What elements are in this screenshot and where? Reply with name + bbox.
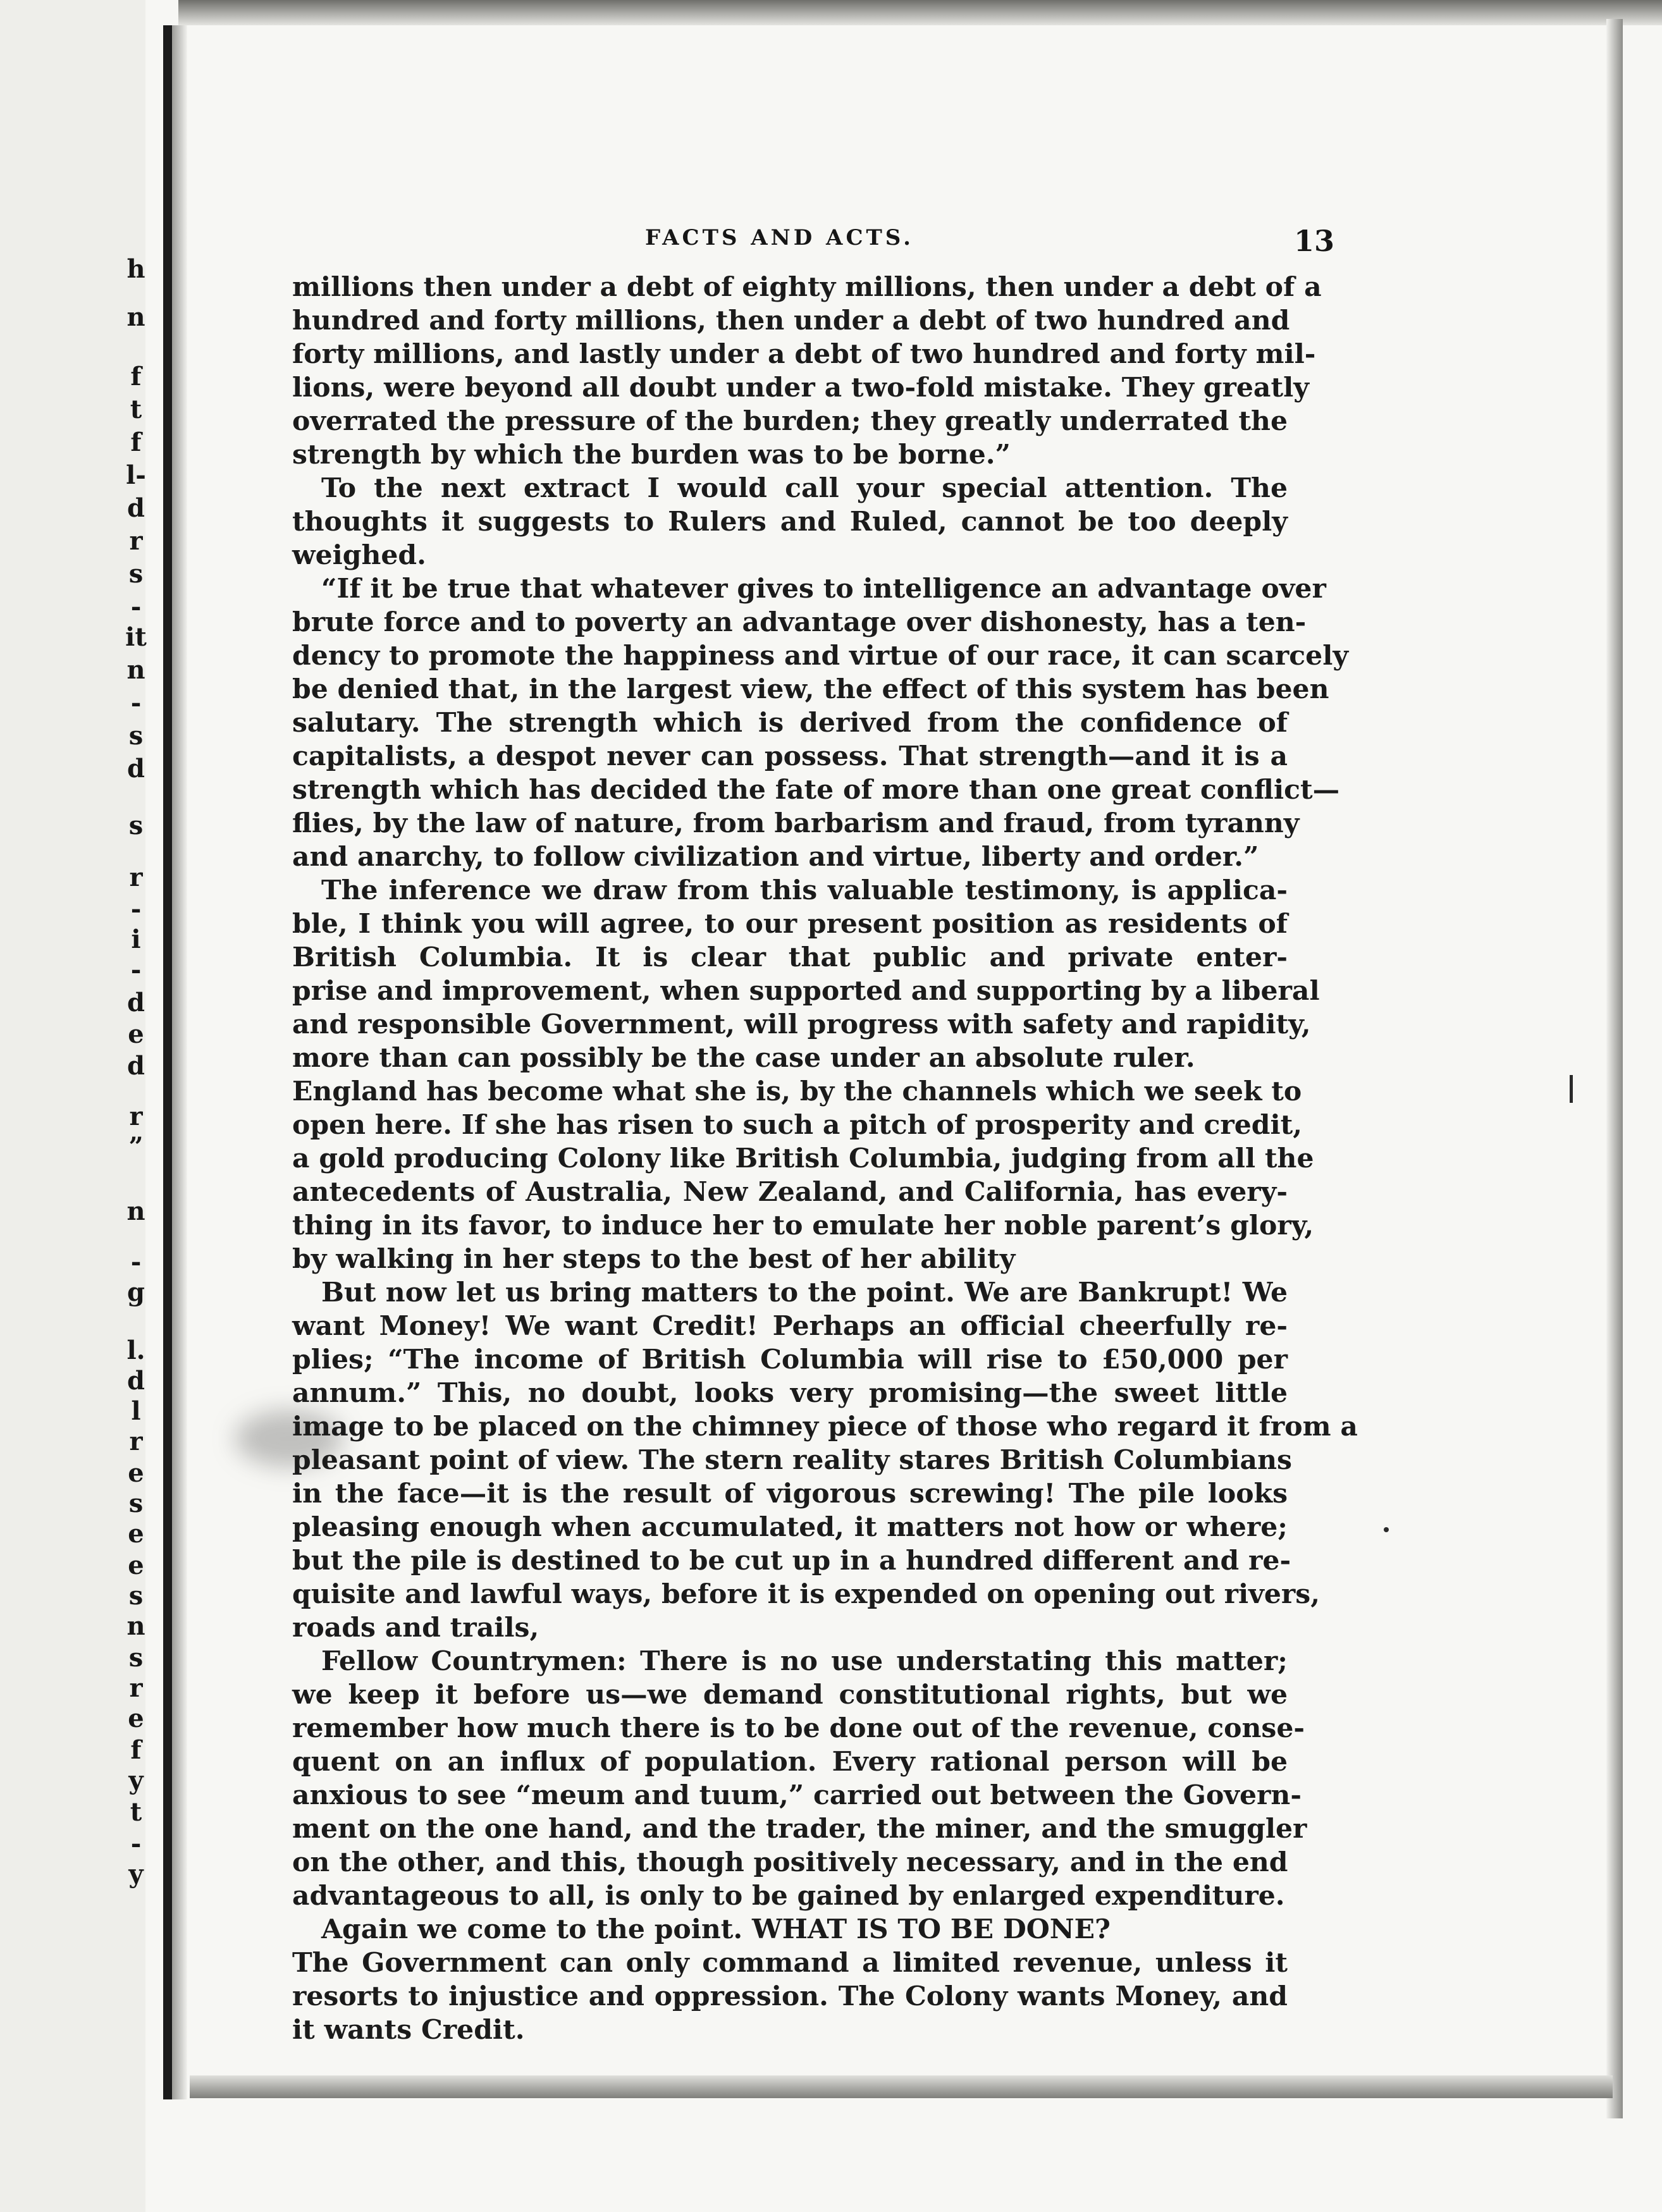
- fragment-letter: r: [129, 1102, 143, 1131]
- text-line: roads and trails,: [292, 1612, 539, 1644]
- text-line: in the face—it is the result of vigorous screwing! The pile looks: [292, 1478, 1288, 1509]
- text-line: Fellow Countrymen: There is no use understating this matter;: [321, 1645, 1288, 1677]
- text-line: But now let us bring matters to the point. We are Bankrupt! We: [321, 1277, 1288, 1308]
- text-line: but the pile is destined to be cut up in a hundred different and re-: [292, 1545, 1291, 1576]
- text-line: overrated the pressure of the burden; they greatly underrated the: [292, 405, 1288, 437]
- text-line: it wants Credit.: [292, 2014, 525, 2046]
- text-line: be denied that, in the largest view, the effect of this system has been: [292, 673, 1329, 705]
- fragment-letter: -: [130, 688, 142, 718]
- fragment-letter: it: [125, 622, 147, 652]
- text-line: forty millions, and lastly under a debt of two hundred and forty mil-: [292, 338, 1316, 370]
- fragment-letter: s: [128, 1489, 144, 1518]
- text-line: “If it be true that whatever gives to intelligence an advantage over: [321, 573, 1326, 605]
- top-page-edge: [178, 0, 1662, 25]
- fragment-letter: -: [130, 1247, 142, 1277]
- fragment-letter: r: [129, 1673, 143, 1703]
- stray-ink-dot: [1384, 1527, 1389, 1532]
- fragment-letter: r: [129, 863, 143, 892]
- text-line: dency to promote the happiness and virtue of our race, it can scarcely: [292, 640, 1349, 672]
- text-line: and responsible Government, will progress with safety and rapidity,: [292, 1009, 1311, 1040]
- fragment-letter: e: [128, 1519, 144, 1549]
- fragment-letter: n: [126, 655, 145, 685]
- fragment-letter: ”: [128, 1132, 144, 1162]
- fragment-letter: s: [128, 721, 144, 751]
- gutter-shadow: [172, 25, 187, 2099]
- fragment-letter: s: [128, 811, 144, 840]
- text-line: on the other, and this, though positively necessary, and in the end: [292, 1846, 1288, 1878]
- right-page-edge: [1606, 19, 1623, 2118]
- fragment-letter: i: [131, 925, 141, 954]
- text-line: advantageous to all, is only to be gained by enlarged expenditure.: [292, 1880, 1285, 1912]
- fragment-letter: -: [130, 894, 142, 924]
- text-line: weighed.: [292, 539, 426, 571]
- fragment-letter: d: [127, 493, 145, 523]
- bottom-page-edge: [190, 2075, 1613, 2098]
- text-line: open here. If she has risen to such a pitch of prosperity and credit,: [292, 1109, 1303, 1141]
- text-line: strength which has decided the fate of more than one great conflict—: [292, 774, 1340, 806]
- fragment-letter: d: [127, 1366, 145, 1396]
- fragment-letter: t: [130, 395, 142, 424]
- fragment-letter: e: [128, 1551, 144, 1580]
- fragment-letter: l-: [126, 460, 146, 490]
- fragment-letter: l: [131, 1396, 141, 1426]
- text-line: Again we come to the point. WHAT IS TO BE DONE?: [321, 1914, 1111, 1945]
- text-line: more than can possibly be the case under an absolute ruler.: [292, 1042, 1195, 1074]
- fragment-letter: s: [128, 559, 144, 589]
- text-line: British Columbia. It is clear that public and private enter-: [292, 942, 1288, 973]
- fragment-letter: r: [129, 1427, 143, 1456]
- page-number: 13: [1293, 224, 1334, 258]
- fragment-letter: f: [130, 362, 142, 391]
- fragment-letter: y: [128, 1859, 144, 1889]
- fragment-letter: f: [130, 427, 142, 457]
- text-line: millions then under a debt of eighty millions, then under a debt of a: [292, 271, 1322, 303]
- text-line: strength by which the burden was to be borne.”: [292, 439, 1011, 470]
- text-line: ble, I think you will agree, to our present position as residents of: [292, 908, 1288, 940]
- text-line: antecedents of Australia, New Zealand, and California, has every-: [292, 1176, 1288, 1208]
- fragment-letter: e: [128, 1019, 144, 1049]
- text-line: thoughts it suggests to Rulers and Ruled, cannot be too deeply: [292, 506, 1288, 538]
- fragment-letter: e: [128, 1704, 144, 1733]
- fragment-letter: s: [128, 1643, 144, 1673]
- text-line: annum.” This, no doubt, looks very promising—the sweet little: [292, 1377, 1288, 1409]
- text-line: The inference we draw from this valuable testimony, is applica-: [321, 875, 1288, 906]
- text-line: pleasing enough when accumulated, it matters not how or where;: [292, 1511, 1288, 1543]
- stray-ink-mark: [1570, 1075, 1573, 1103]
- text-line: hundred and forty millions, then under a debt of two hundred and: [292, 305, 1290, 336]
- fragment-letter: r: [129, 526, 143, 556]
- text-line: lions, were beyond all doubt under a two-fold mistake. They greatly: [292, 372, 1309, 403]
- fragment-letter: -: [130, 955, 142, 985]
- text-line: flies, by the law of nature, from barbarism and fraud, from tyranny: [292, 808, 1300, 839]
- running-header: FACTS AND ACTS.: [645, 225, 914, 250]
- fragment-letter: l.: [126, 1336, 145, 1365]
- fragment-letter: e: [128, 1458, 144, 1488]
- text-line: by walking in her steps to the best of her ability: [292, 1243, 1016, 1275]
- text-line: The Government can only command a limited revenue, unless it: [292, 1947, 1288, 1979]
- text-line: and anarchy, to follow civilization and virtue, liberty and order.”: [292, 841, 1259, 873]
- fragment-letter: y: [128, 1766, 144, 1795]
- text-line: quent on an influx of population. Every rational person will be: [292, 1746, 1288, 1778]
- text-line: anxious to see “meum and tuum,” carried out between the Govern-: [292, 1779, 1302, 1811]
- text-line: plies; “The income of British Columbia will rise to £50,000 per: [292, 1344, 1288, 1375]
- text-line: salutary. The strength which is derived from the confidence of: [292, 707, 1288, 739]
- text-line: To the next extract I would call your special attention. The: [321, 472, 1288, 504]
- fragment-letter: f: [130, 1735, 142, 1765]
- fragment-letter: t: [130, 1797, 142, 1827]
- book-gutter: [163, 25, 172, 2099]
- fragment-letter: n: [126, 302, 145, 332]
- text-line: ment on the one hand, and the trader, the miner, and the smuggler: [292, 1813, 1307, 1845]
- fragment-letter: -: [130, 592, 142, 622]
- fragment-letter: d: [127, 754, 145, 783]
- text-line: image to be placed on the chimney piece of those who regard it from a: [292, 1411, 1358, 1442]
- fragment-letter: d: [127, 988, 145, 1017]
- text-line: brute force and to poverty an advantage over dishonesty, has a ten-: [292, 606, 1307, 638]
- text-line: thing in its favor, to induce her to emulate her noble parent’s glory,: [292, 1210, 1314, 1241]
- text-line: remember how much there is to be done out of the revenue, conse-: [292, 1712, 1305, 1744]
- text-line: resorts to injustice and oppression. The Colony wants Money, and: [292, 1981, 1288, 2012]
- text-line: quisite and lawful ways, before it is expended on opening out rivers,: [292, 1578, 1320, 1610]
- text-line: we keep it before us—we demand constitutional rights, but we: [292, 1679, 1288, 1711]
- fragment-letter: n: [126, 1196, 145, 1226]
- text-line: capitalists, a despot never can possess. That strength—and it is a: [292, 740, 1288, 772]
- fragment-letter: g: [127, 1277, 145, 1307]
- fragment-letter: -: [130, 1829, 142, 1859]
- text-line: prise and improvement, when supported and supporting by a liberal: [292, 975, 1320, 1007]
- fragment-letter: n: [126, 1611, 145, 1641]
- fragment-letter: s: [128, 1581, 144, 1611]
- fragment-letter: d: [127, 1051, 145, 1081]
- text-line: pleasant point of view. The stern reality stares British Columbians: [292, 1444, 1292, 1476]
- fragment-letter: h: [126, 254, 145, 284]
- text-line: England has become what she is, by the channels which we seek to: [292, 1076, 1302, 1107]
- text-line: a gold producing Colony like British Columbia, judging from all the: [292, 1143, 1314, 1174]
- text-line: want Money! We want Credit! Perhaps an official cheerfully re-: [292, 1310, 1288, 1342]
